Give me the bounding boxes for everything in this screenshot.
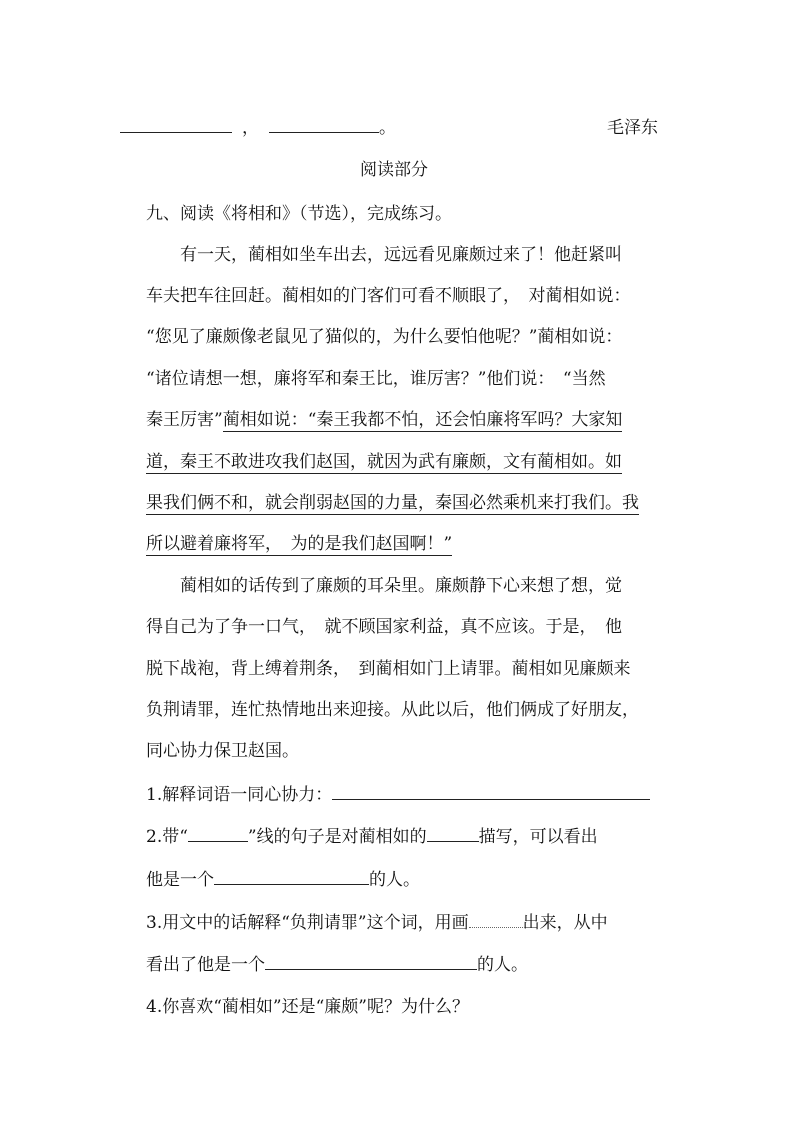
answer-blank-2[interactable] (269, 118, 379, 133)
question-2-text: 2.带“ (146, 827, 188, 847)
question-1-text: 1.解释词语一同心协力： (146, 785, 333, 805)
top-answer-line (120, 118, 396, 138)
question-3-text: 看出了他是一个 (146, 955, 265, 975)
question-3 (146, 913, 608, 933)
passage-line: 有一天，蔺相如坐车出去，远远看见廉颇过来了！他赶紧叫 (180, 245, 622, 265)
passage-line: 负荆请罪，连忙热情地出来迎接。从此以后，他们俩成了好朋友， (146, 700, 639, 720)
passage-line: 脱下战袍，背上缚着荆条， 到蔺相如门上请罪。蔺相如见廉颇来 (146, 659, 631, 679)
period: 。 (379, 118, 396, 138)
question-3-cont (146, 955, 528, 975)
answer-blank-1[interactable] (120, 118, 232, 133)
question-3-text: 的人。 (477, 955, 528, 975)
passage-line: 车夫把车往回赶。蔺相如的门客们可看不顺眼了， 对蔺相如说： (146, 286, 631, 306)
underlined-sentence: 道，秦王不敢进攻我们赵国，就因为武有廉颇，文有蔺相如。如 (146, 452, 622, 472)
passage-line (146, 410, 622, 430)
passage-line: 得自己为了争一口气， 就不顾国家利益，真不应该。于是， 他 (146, 617, 622, 637)
question-2-text: 描写，可以看出 (478, 827, 598, 847)
question-heading: 九、阅读《将相和》（节选），完成练习。 (146, 204, 452, 224)
question-3-text: 出来，从中 (522, 913, 608, 933)
passage-line: 蔺相如的话传到了廉颇的耳朵里。廉颇静下心来想了想，觉 (180, 576, 622, 596)
passage-line: “您见了廉颇像老鼠见了猫似的，为什么要怕他呢？”蔺相如说： (146, 327, 623, 347)
question-2-text: 他是一个 (146, 870, 214, 890)
author: 毛泽东 (607, 118, 658, 138)
question-4: 4.你喜欢“蔺相如”还是“廉颇”呢？为什么？ (146, 997, 469, 1017)
answer-blank-q1[interactable] (332, 785, 650, 800)
passage-text: 秦王厉害” (146, 410, 223, 430)
section-title: 阅读部分 (360, 160, 428, 180)
answer-blank-q2-person[interactable] (214, 870, 369, 885)
question-2-text: 的人。 (369, 870, 420, 890)
underlined-sentence: 蔺相如说：“秦王我都不怕，还会怕廉将军吗？大家知 (222, 410, 623, 430)
passage-line: “诸位请想一想，廉将军和秦王比，谁厉害？”他们说： “当然 (146, 369, 606, 389)
passage-line: 同心协力保卫赵国。 (146, 741, 299, 761)
question-1 (146, 785, 650, 805)
question-2-cont (146, 870, 420, 890)
answer-blank-q3-person[interactable] (265, 955, 477, 970)
dotted-line-marker (469, 913, 523, 928)
underlined-sentence: 所以避着廉将军， 为的是我们赵国啊！” (146, 534, 453, 554)
answer-blank-q2-line-type[interactable] (188, 827, 248, 842)
underlined-sentence: 果我们俩不和，就会削弱赵国的力量，秦国必然乘机来打我们。我 (146, 493, 639, 513)
question-2 (146, 827, 598, 847)
passage-line (146, 493, 639, 513)
answer-blank-q2-description[interactable] (427, 827, 479, 842)
question-3-text: 3.用文中的话解释“负荆请罪”这个词，用画 (146, 913, 469, 933)
comma: ， (242, 118, 259, 138)
passage-line (146, 452, 622, 472)
passage-line (146, 534, 452, 554)
question-2-text: ”线的句子是对蔺相如的 (247, 827, 427, 847)
